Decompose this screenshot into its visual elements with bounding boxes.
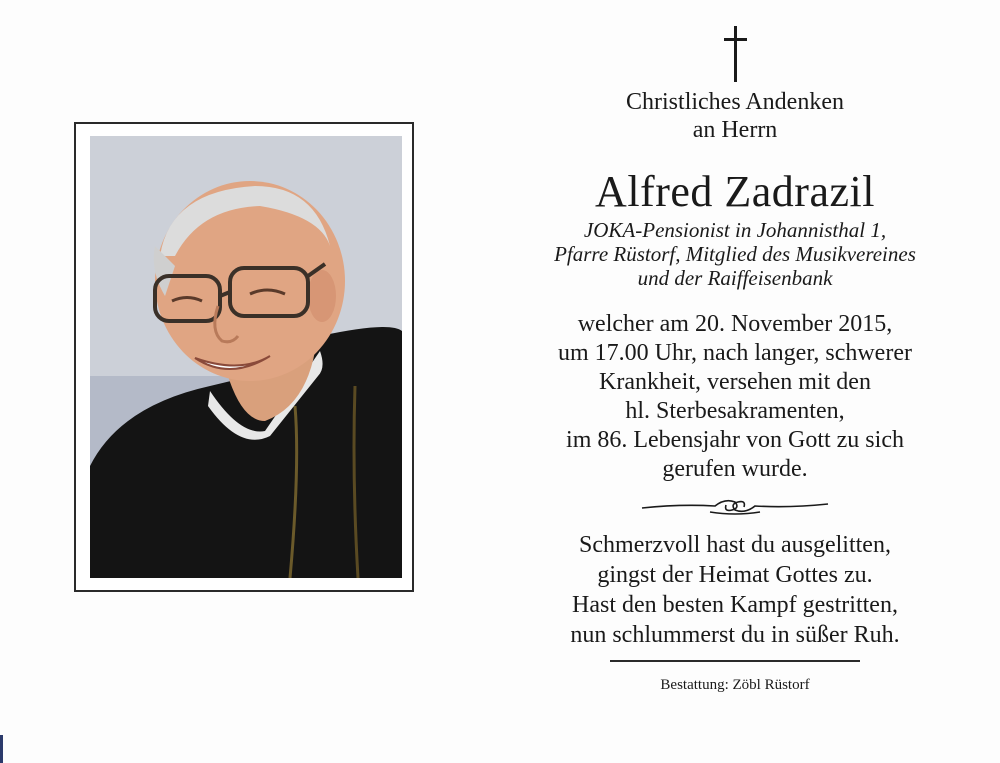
occupation-line: Pfarre Rüstorf, Mitglied des Musikvereines [554,242,916,266]
funeral-home: Bestattung: Zöbl Rüstorf [660,677,810,693]
occupation-block [480,218,990,290]
poem-line: Hast den besten Kampf gestritten, [572,592,898,618]
announcement-line: im 86. Lebensjahr von Gott zu sich [566,427,904,453]
memorial-heading: Christliches Andenken [626,89,844,115]
poem-line: nun schlummerst du in süßer Ruh. [570,622,900,648]
death-announcement [480,310,990,484]
occupation-line: und der Raiffeisenbank [637,266,833,290]
edge-mark [0,735,3,763]
announcement-line: Krankheit, versehen mit den [599,369,871,395]
announcement-line: um 17.00 Uhr, nach langer, schwerer [558,340,912,366]
divider-rule [610,660,860,662]
portrait-frame [74,122,414,592]
deceased-name: Alfred Zadrazil [595,167,875,216]
announcement-line: gerufen wurde. [662,456,808,482]
occupation-line: JOKA-Pensionist in Johannisthal 1, [583,218,887,242]
portrait-illustration [90,136,402,578]
announcement-line: welcher am 20. November 2015, [577,311,893,337]
announcement-line: hl. Sterbesakramenten, [625,398,845,424]
cross-icon [724,26,748,82]
flourish-ornament [640,494,830,518]
poem-line: gingst der Heimat Gottes zu. [597,562,873,588]
memorial-subheading: an Herrn [692,117,778,143]
portrait-photo [90,136,402,578]
poem [480,530,990,650]
poem-line: Schmerzvoll hast du ausgelitten, [579,532,891,558]
